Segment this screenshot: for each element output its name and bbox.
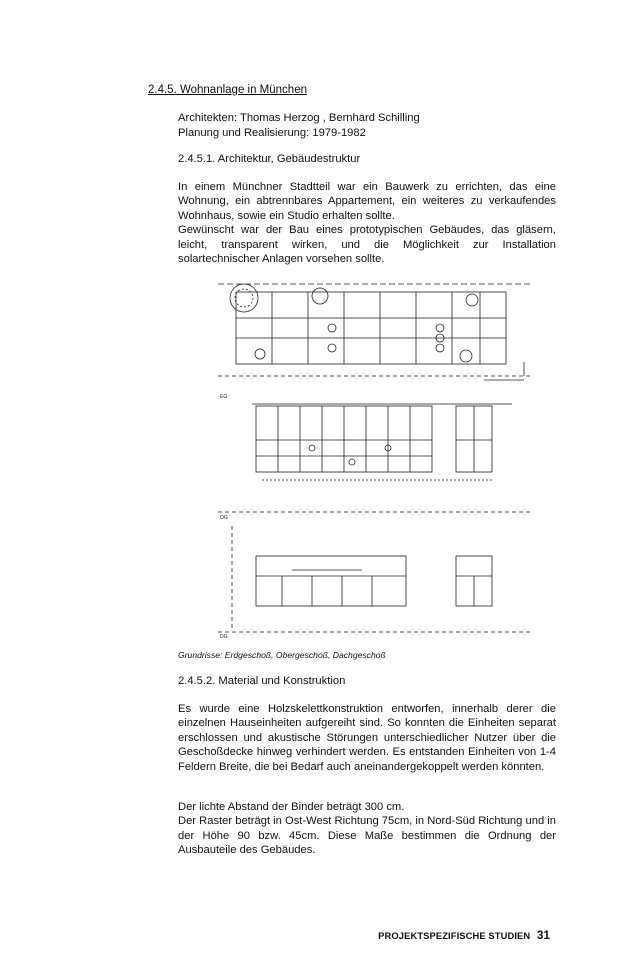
- material-text: [178, 702, 556, 774]
- grid-text: [178, 800, 556, 858]
- ground-floor-label: EG: [220, 394, 228, 400]
- page-footer: [378, 930, 550, 942]
- page-number: 31: [537, 930, 550, 942]
- ground-floor-plan: [218, 284, 532, 380]
- architecture-paragraph-1: In einem Münchner Stadtteil war ein Bauwerk zu errichten, das eine Wohnung, ein abtrennbares Appartement, ein weiteres zu verkaufendes Wohnhaus, sowie ein Studio erhalten sollte.: [178, 181, 556, 222]
- section-heading: 2.4.5. Wohnanlage in München: [148, 84, 307, 96]
- footer-label: PROJEKTSPEZIFISCHE STUDIEN: [378, 930, 531, 941]
- material-paragraph-2: Der lichte Abstand der Binder beträgt 300 cm.: [178, 801, 405, 813]
- attic-floor-plan: [218, 526, 532, 632]
- project-meta: [178, 111, 420, 140]
- upper-floor-plan: [218, 404, 532, 512]
- material-paragraph-1: Es wurde eine Holzskelettkonstruktion entworfen, innerhalb derer die einzelnen Hauseinheiten aufgereiht sind. So konnten die Einheiten separat erschlossen und akustische Störungen unterschiedlicher Nutzer über die Geschoßdecke hinweg verhindert werden. Es entstanden Einheiten von 1-4 Feldern Breite, die bei Bedarf auch aneinandergekoppelt werden könnten.: [178, 703, 556, 773]
- material-paragraph-3: Der Raster beträgt in Ost-West Richtung 75cm, in Nord-Süd Richtung und in der Höhe 90 bzw. 45cm. Diese Maße bestimmen die Ordnung der Ausbauteile des Gebäudes.: [178, 815, 556, 857]
- architecture-paragraph-2: Gewünscht war der Bau eines prototypischen Gebäudes, das gläsern, leicht, transparent wirken, und die Möglichkeit zur Installation solartechnischer Anlagen vorsehen sollte.: [178, 224, 556, 266]
- subsection-heading-architecture: 2.4.5.1. Architektur, Gebäudestruktur: [178, 153, 361, 165]
- upper-floor-label: OG: [220, 515, 228, 521]
- attic-floor-label: DG: [220, 634, 228, 640]
- floor-plan-drawings: [212, 276, 552, 646]
- architecture-text: [178, 180, 556, 266]
- architects-line: Architekten: Thomas Herzog , Bernhard Schilling: [178, 112, 420, 124]
- subsection-heading-material: 2.4.5.2. Material und Konstruktion: [178, 675, 346, 687]
- planning-line: Planung und Realisierung: 1979-1982: [178, 126, 366, 139]
- figure-caption: Grundrisse: Erdgeschoß, Obergeschoß, Dachgeschoß: [178, 650, 386, 660]
